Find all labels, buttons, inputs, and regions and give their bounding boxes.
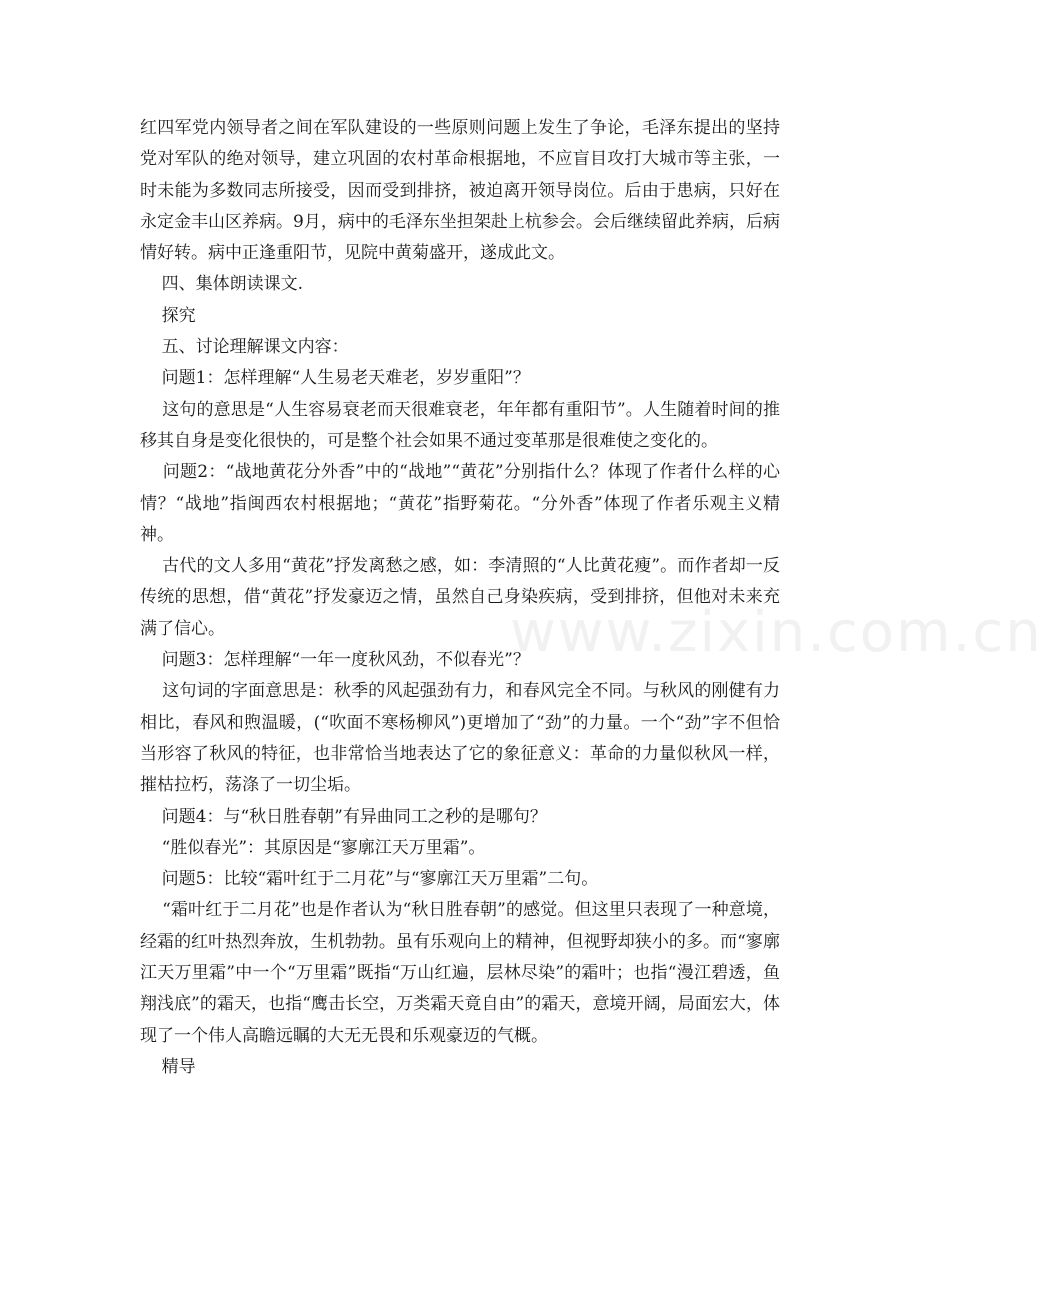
answer-4: “胜似春光”：其原因是“寥廓江天万里霜”。 bbox=[140, 837, 486, 858]
question-5: 问题5：比较“霜叶红于二月花”与“寥廓江天万里霜”二句。 bbox=[140, 869, 599, 890]
answer-5: “霜叶红于二月花”也是作者认为“秋日胜春朝”的感觉。但这里只表现了一种意境，经霜的红叶热烈奔放，生机勃勃。虽有乐观向上的精神，但视野却狭小的多。而“寥廓江天万里霜”中一个“万里霜”既指“万山红遍，层林尽染”的霜叶；也指“漫江碧透，鱼翔浅底”的霜天，也指“鹰击长空，万类霜天竟自由”的霜天，意境开阔，局面宏大，体现了一个伟人高瞻远瞩的大无无畏和乐观豪迈的气概。 bbox=[140, 900, 780, 1046]
question-1: 问题1：怎样理解“人生易老天难老，岁岁重阳”？ bbox=[140, 368, 530, 389]
document-body bbox=[140, 113, 780, 1083]
paragraph-step-four: 四、集体朗读课文. bbox=[140, 274, 304, 295]
answer-1: 这句的意思是“人生容易衰老而天很难衰老，年年都有重阳节”。人生随着时间的推移其自身是变化很快的，可是整个社会如果不通过变革那是很难使之变化的。 bbox=[140, 399, 780, 451]
section-heading-explore: 探究 bbox=[140, 305, 196, 326]
answer-3: 这句词的字面意思是：秋季的风起强劲有力，和春风完全不同。与秋风的刚健有力相比，春风和煦温暖，(“吹面不寒杨柳风”)更增加了“劲”的力量。一个“劲”字不但恰当形容了秋风的特征，也非常恰当地表达了它的象征意义：革命的力量似秋风一样，摧枯拉朽，荡涤了一切尘垢。 bbox=[140, 681, 781, 796]
answer-2-extended: 古代的文人多用“黄花”抒发离愁之感，如：李清照的“人比黄花瘦”。而作者却一反传统的思想，借“黄花”抒发豪迈之情，虽然自己身染疾病，受到排挤，但他对未来充满了信心。 bbox=[140, 556, 780, 639]
question-4: 问题4：与“秋日胜春朝”有异曲同工之秒的是哪句？ bbox=[140, 806, 547, 827]
question-3: 问题3：怎样理解“一年一度秋风劲，不似春光”？ bbox=[140, 650, 530, 671]
paragraph-background: 红四军党内领导者之间在军队建设的一些原则问题上发生了争论，毛泽东提出的坚持党对军队的绝对领导，建立巩固的农村革命根据地，不应盲目攻打大城市等主张，一时未能为多数同志所接受，因而受到排挤，被迫离开领导岗位。后由于患病，只好在永定金丰山区养病。9月，病中的毛泽东坐担架赴上杭参会。会后继续留此养病，后病情好转。病中正逢重阳节，见院中黄菊盛开，遂成此文。 bbox=[140, 118, 780, 264]
question-2: 问题2：“战地黄花分外香”中的“战地”“黄花”分别指什么？体现了作者什么样的心情？“战地”指闽西农村根据地；“黄花”指野菊花。“分外香”体现了作者乐观主义精神。 bbox=[140, 462, 780, 545]
paragraph-step-five: 五、讨论理解课文内容： bbox=[140, 337, 349, 358]
section-heading-guide: 精导 bbox=[140, 1056, 196, 1077]
watermark: www.zixin.com.cn bbox=[510, 600, 1043, 665]
